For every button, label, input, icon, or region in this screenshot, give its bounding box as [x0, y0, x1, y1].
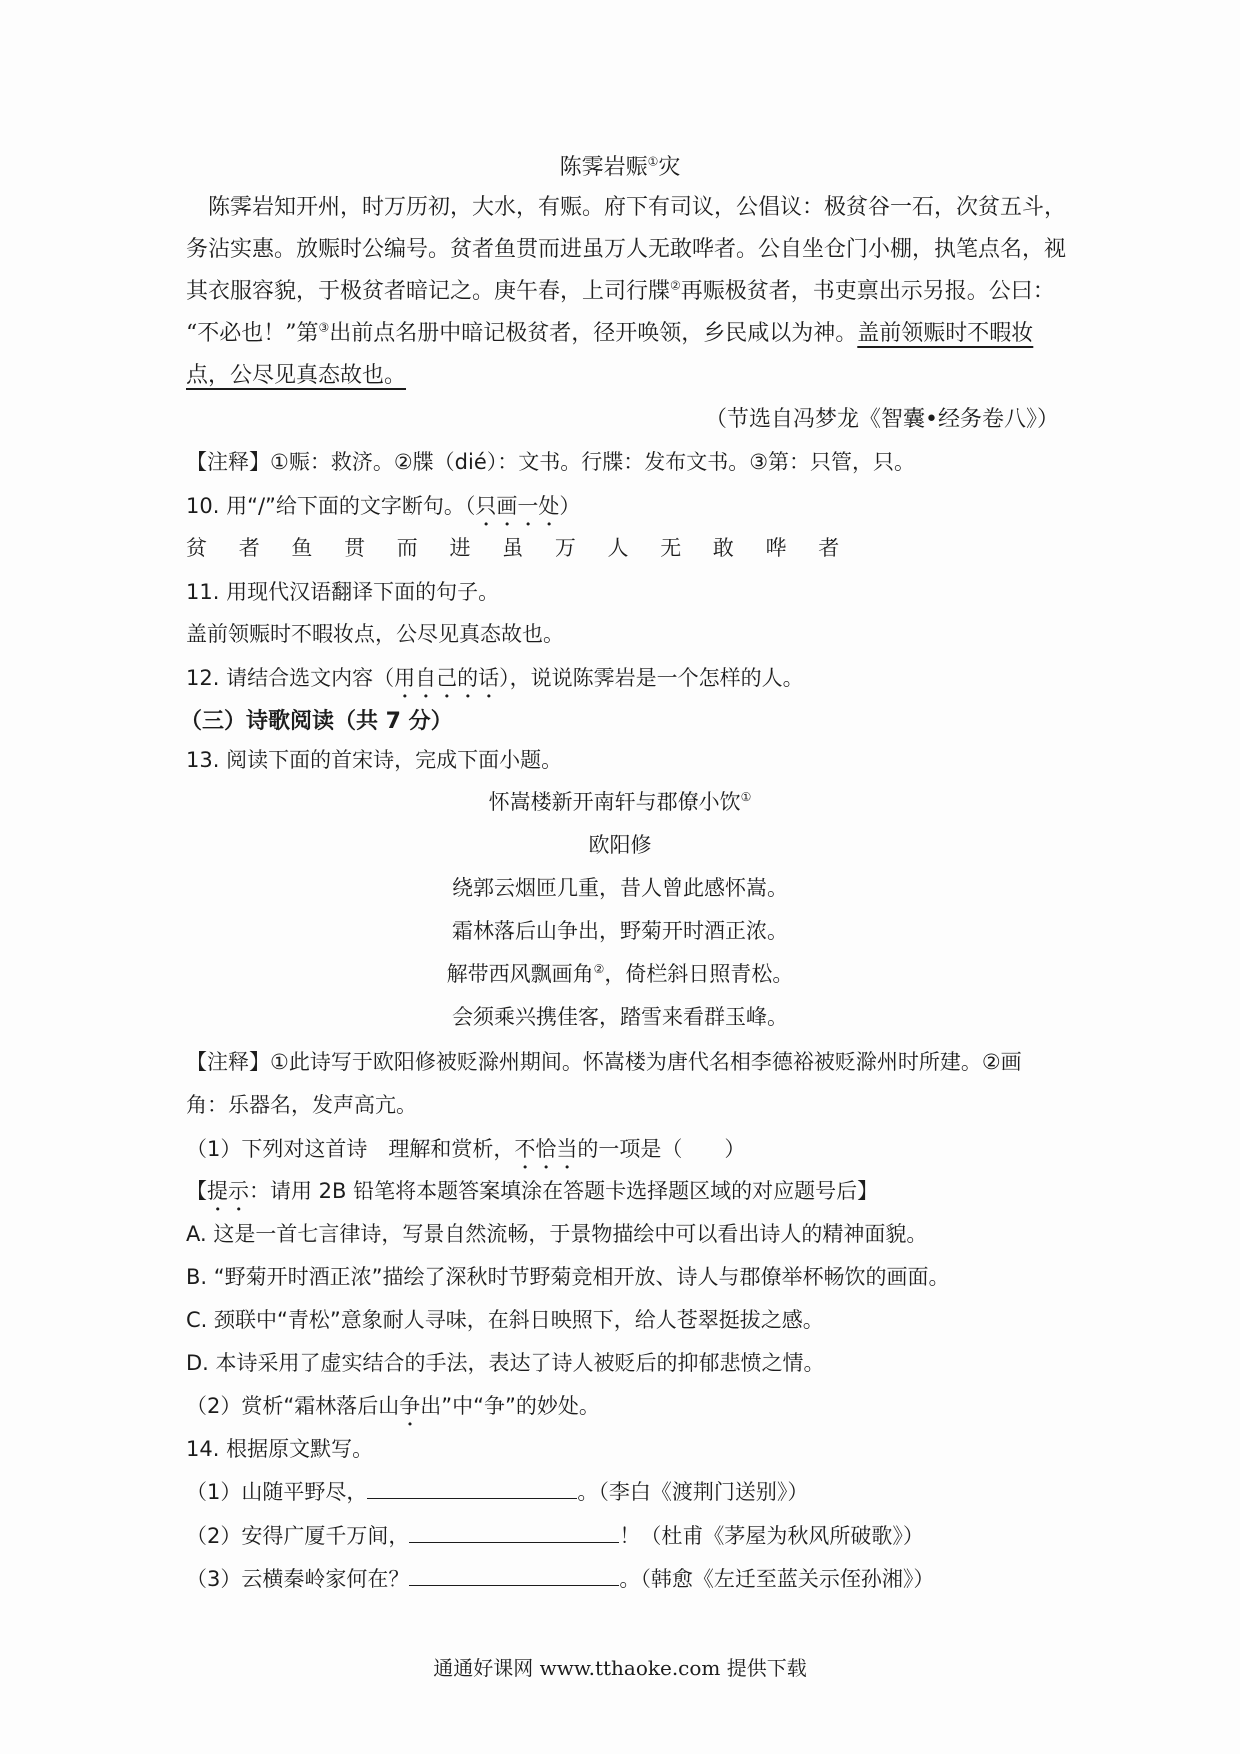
passage-title-text: 灾 — [658, 155, 681, 180]
hint-text: ：请用 2B 铅笔将本题答案填涂在答题卡选择题区域的对应题号后】 — [249, 1179, 879, 1203]
exercise-char: 人 — [607, 536, 629, 560]
passage-line: 陈霁岩知开州，时万历初，大水，有赈。府下有司议，公倡议：极贫谷一石，次贫五斗， — [208, 195, 1067, 220]
footnote-marker: ② — [670, 278, 681, 293]
exercise-char: 而 — [396, 536, 418, 560]
sub-question-1 — [186, 1133, 745, 1174]
passage-notes: 【注释】①赈：救济。②牒（dié）：文书。行牒：发布文书。③第：只管，只。 — [186, 450, 916, 474]
exercise-char: 敢 — [712, 536, 734, 560]
recitation-item — [186, 1476, 808, 1506]
question-10 — [186, 490, 580, 531]
recitation-item — [186, 1563, 934, 1593]
footnote-marker: ② — [593, 962, 605, 976]
footnote-marker: ③ — [318, 320, 330, 335]
punctuation-exercise — [186, 532, 871, 562]
question-text: 12. 请结合选文内容（ — [186, 666, 395, 690]
answer-hint — [186, 1175, 878, 1216]
option-b: B. “野菊开时酒正浓”描绘了深秋时节野菊竞相开放、诗人与郡僚举杯畅饮的画面。 — [186, 1265, 950, 1289]
question-text: 10. 用“/”给下面的文字断句。（ — [186, 494, 476, 518]
exercise-char: 者 — [818, 536, 840, 560]
recitation-prompt: （1）山随平野尽， — [186, 1480, 368, 1504]
hint-text: 【 — [186, 1179, 207, 1203]
question-13: 13. 阅读下面的首宋诗，完成下面小题。 — [186, 748, 563, 772]
poem-notes: 角：乐器名，发声高亢。 — [186, 1093, 417, 1117]
question-text: （1）下列对这首诗 理解和赏析， — [186, 1137, 515, 1161]
passage-text: 再赈极贫者，书吏禀出示另报。公曰： — [680, 279, 1055, 304]
option-a: A. 这是一首七言律诗，写景自然流畅，于景物描绘中可以看出诗人的精神面貌。 — [186, 1222, 928, 1246]
poem-notes: 【注释】①此诗写于欧阳修被贬滁州期间。怀嵩楼为唐代名相李德裕被贬滁州时所建。②画 — [186, 1050, 1022, 1074]
page-footer: 通通好课网 www.tthaoke.com 提供下载 — [433, 1656, 807, 1680]
underlined-sentence: 盖前领赈时不暇妆 — [857, 321, 1034, 346]
recitation-source: 。（韩愈《左迁至蓝关示侄孙湘》） — [619, 1567, 935, 1591]
answer-blank[interactable] — [409, 1524, 619, 1543]
passage-title-text: 陈霁岩赈 — [559, 155, 648, 180]
passage-text: “不必也！”第 — [186, 321, 319, 346]
passage-line: 务沾实惠。放赈时公编号。贫者鱼贯而进虽万人无敢哗者。公自坐仓门小棚，执笔点名，视 — [186, 237, 1067, 262]
exercise-char: 贫 — [186, 536, 207, 560]
poem-text: 解带西风飘画角 — [446, 962, 594, 986]
exercise-char: 贯 — [344, 536, 366, 560]
exercise-char: 者 — [238, 536, 260, 560]
exercise-char: 鱼 — [291, 536, 313, 560]
answer-blank[interactable] — [367, 1480, 577, 1499]
poem-line — [0, 958, 1240, 988]
emphasized-text: 争 — [399, 1394, 421, 1418]
recitation-source: 。（李白《渡荆门送别》） — [577, 1480, 809, 1504]
underlined-sentence: 点，公尽见真态故也。 — [186, 363, 407, 388]
emphasized-text: 用自己的话 — [394, 666, 500, 690]
passage-line — [186, 358, 406, 389]
footnote-marker: ① — [740, 790, 752, 804]
recitation-source: ！（杜甫《茅屋为秋风所破歌》） — [619, 1524, 924, 1548]
answer-blank[interactable] — [409, 1567, 619, 1586]
poem-line: 绕郭云烟匝几重，昔人曾此感怀嵩。 — [452, 876, 788, 900]
passage-text: 出前点名册中暗记极贫者，径开唤领，乡民咸以为神。 — [329, 321, 858, 346]
passage-title — [0, 150, 1240, 181]
recitation-prompt: （3）云横秦岭家何在？ — [186, 1567, 410, 1591]
passage-line — [186, 316, 1033, 347]
emphasized-text: 提示 — [207, 1179, 249, 1203]
section-heading: （三）诗歌阅读（共 7 分） — [180, 709, 453, 734]
question-12 — [186, 662, 804, 703]
poem-line: 会须乘兴携佳客，踏雪来看群玉峰。 — [452, 1005, 788, 1029]
poem-line: 霜林落后山争出，野菊开时酒正浓。 — [452, 919, 788, 943]
exercise-char: 虽 — [502, 536, 524, 560]
passage-source: （节选自冯梦龙《智囊•经务卷八》） — [705, 407, 1059, 432]
sub-question-2 — [186, 1390, 600, 1431]
poem-title-text: 怀嵩楼新开南轩与郡僚小饮 — [488, 790, 741, 814]
passage-line — [186, 274, 1055, 305]
emphasized-text: 只画一处 — [475, 494, 560, 518]
translation-sentence: 盖前领赈时不暇妆点，公尽见真态故也。 — [186, 622, 564, 646]
poem-title — [0, 786, 1240, 816]
question-text: ），说说陈霁岩是一个怎样的人。 — [499, 666, 804, 690]
question-text: ） — [559, 494, 581, 518]
recitation-item — [186, 1520, 924, 1550]
option-c: C. 颈联中“青松”意象耐人寻味，在斜日映照下，给人苍翠挺拔之感。 — [186, 1308, 824, 1332]
question-text: 的一项是（ ） — [577, 1137, 746, 1161]
exercise-char: 进 — [449, 536, 471, 560]
question-text: （2）赏析“霜林落后山 — [186, 1394, 400, 1418]
passage-text: 其衣服容貌，于极贫者暗记之。庚午春，上司行牒 — [186, 279, 671, 304]
footnote-marker: ① — [647, 154, 659, 169]
poem-text: ，倚栏斜日照青松。 — [604, 962, 794, 986]
emphasized-text: 不恰当 — [514, 1137, 578, 1161]
exercise-char: 哗 — [765, 536, 787, 560]
question-text: 出”中“争”的妙处。 — [420, 1394, 600, 1418]
exercise-char: 万 — [554, 536, 576, 560]
question-14: 14. 根据原文默写。 — [186, 1437, 374, 1461]
recitation-prompt: （2）安得广厦千万间， — [186, 1524, 410, 1548]
poem-author: 欧阳修 — [588, 833, 652, 857]
option-d: D. 本诗采用了虚实结合的手法，表达了诗人被贬后的抑郁悲愤之情。 — [186, 1351, 825, 1375]
exercise-char: 无 — [660, 536, 682, 560]
question-11: 11. 用现代汉语翻译下面的句子。 — [186, 580, 500, 604]
